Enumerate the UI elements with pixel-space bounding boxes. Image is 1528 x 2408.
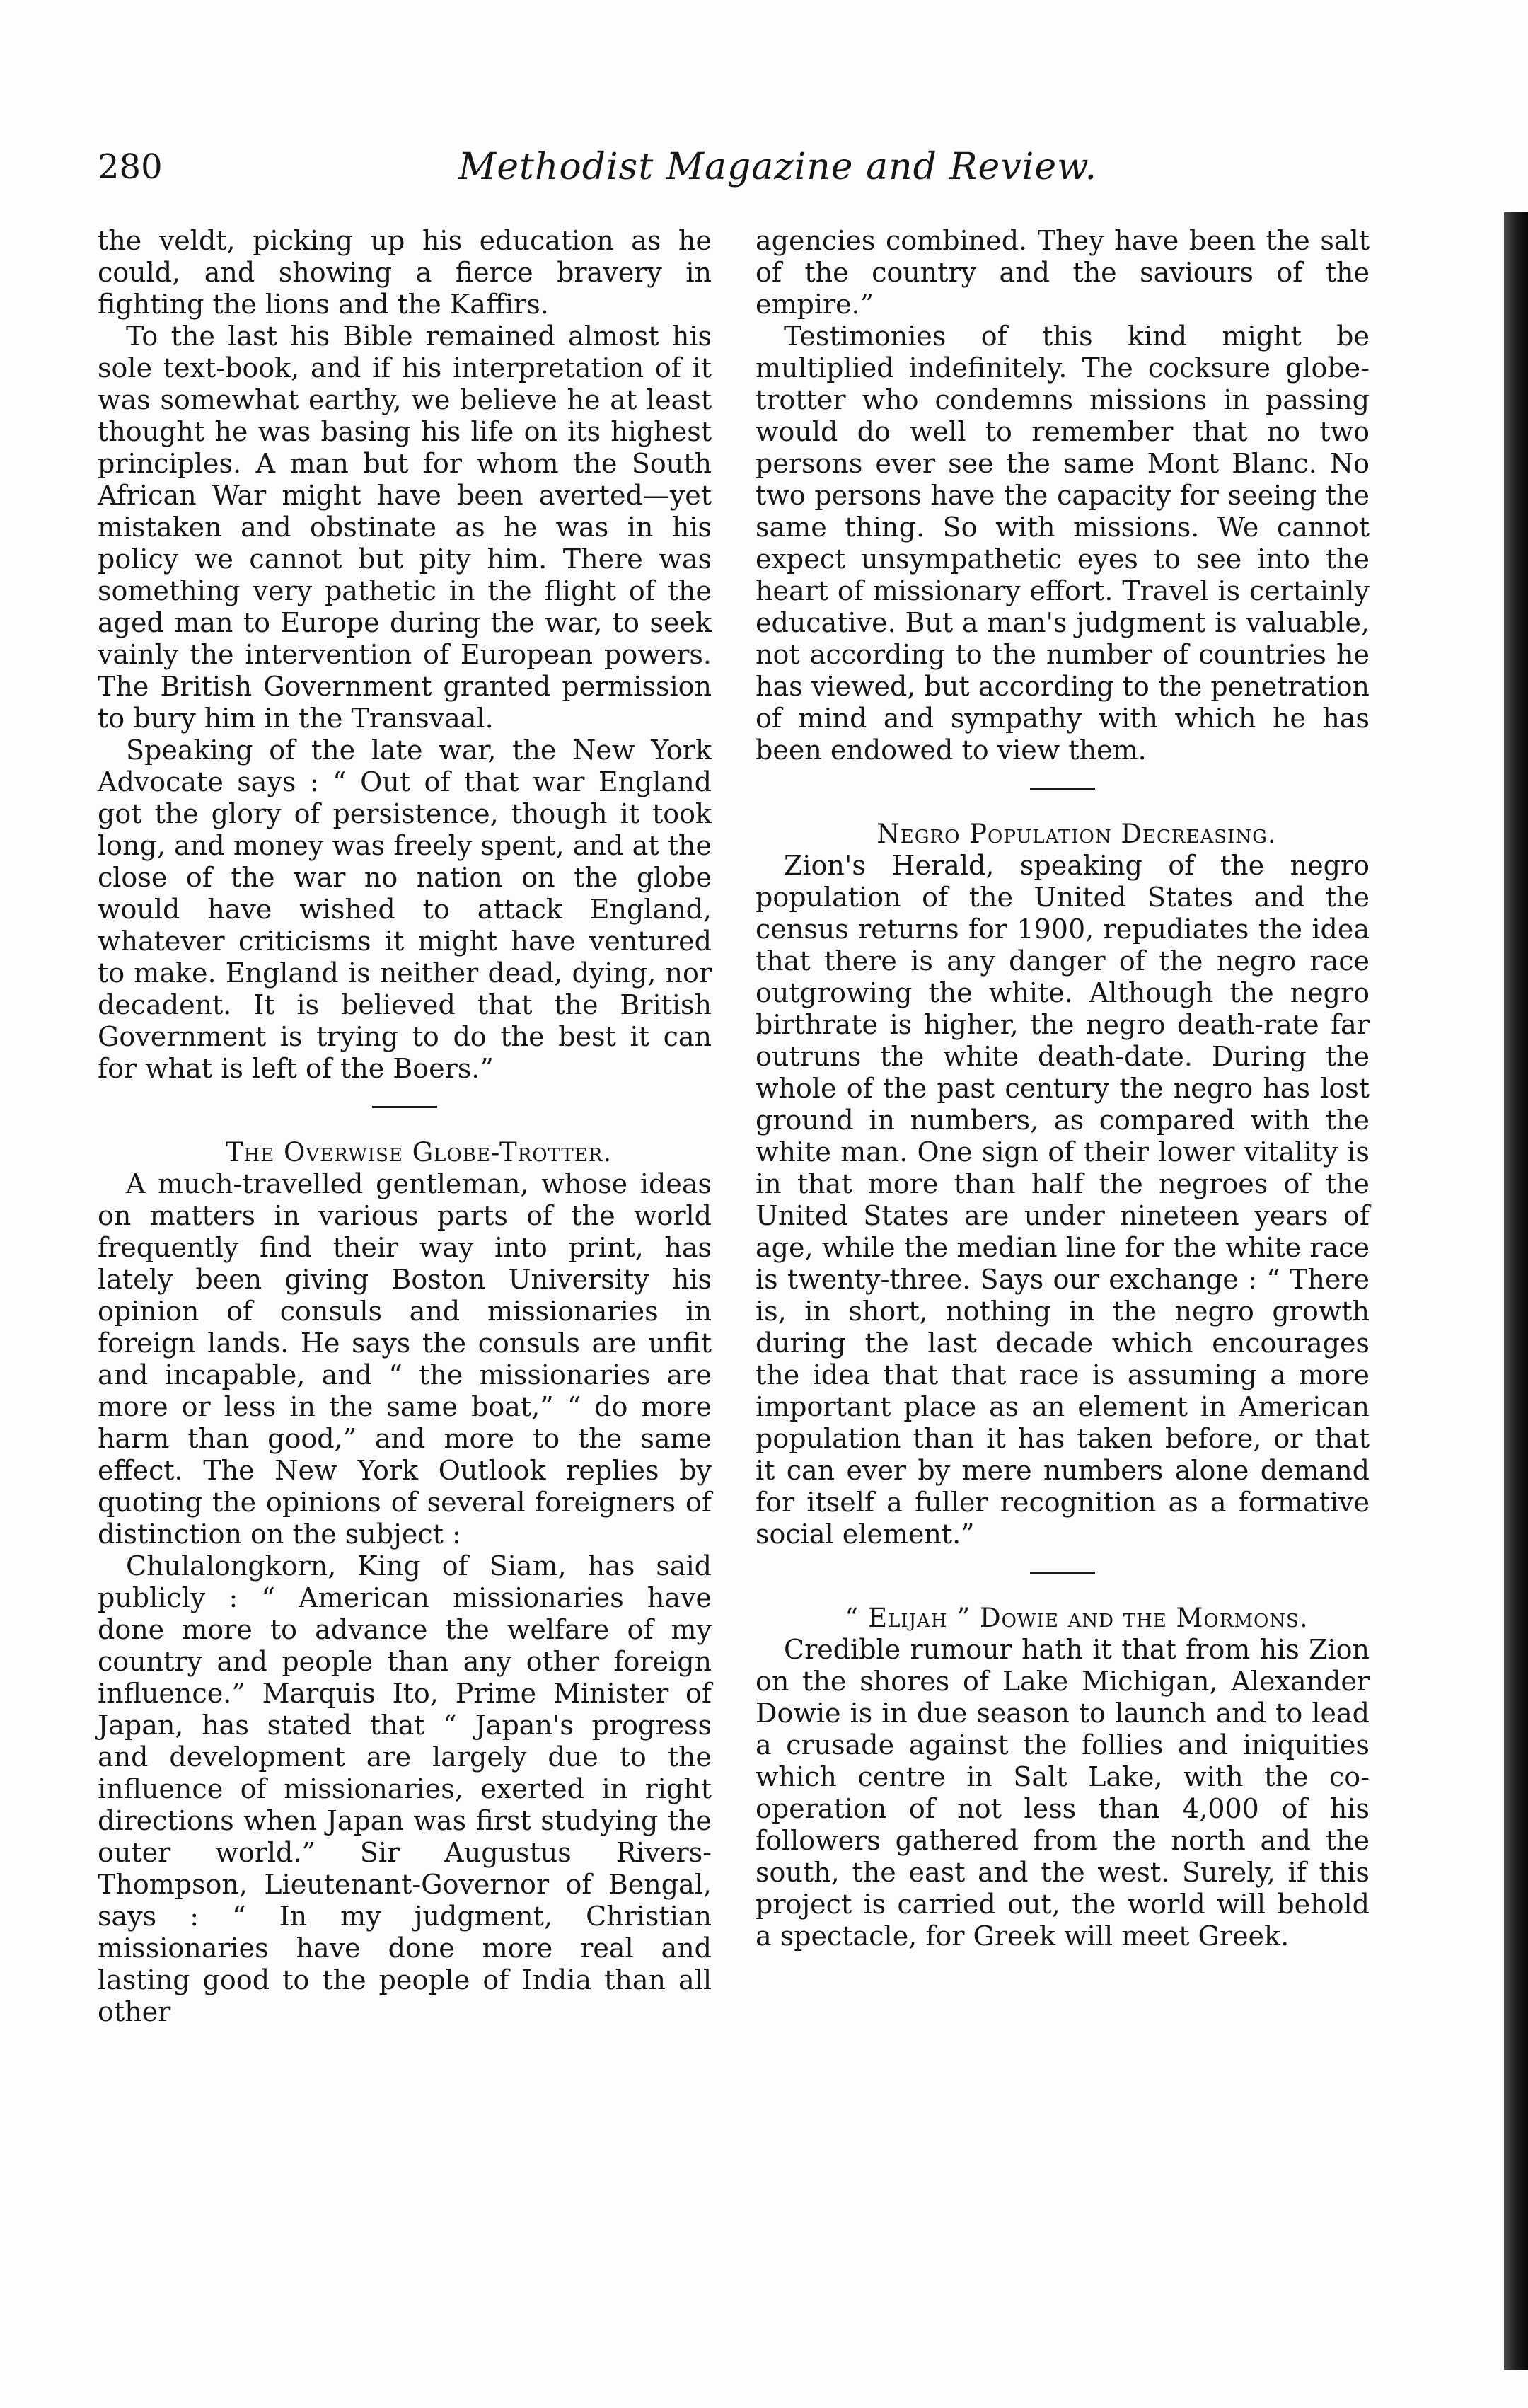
paragraph: the veldt, picking up his education as he could, and showing a fierce bravery in fighting the lions and the Kaffirs.	[98, 225, 712, 320]
page-header	[98, 139, 1385, 195]
right-column	[756, 225, 1370, 1952]
paragraph: Chulalongkorn, King of Siam, has said publicly : “ American missionaries have done more to advance the welfare of my country and people than any other foreign influence.” Marquis Ito, Prime Minister of Japan, has stated that “ Japan's progress and development are largely due to the influence of missionaries, exerted in right directions when Japan was first studying the outer world.” Sir Augustus Rivers-Thompson, Lieutenant-Governor of Bengal, says : “ In my judgment, Christian missionaries have done more real and lasting good to the people of India than all other	[98, 1550, 712, 2027]
section-heading: The Overwise Globe-Trotter.	[225, 1137, 613, 1168]
page-edge-shadow	[1504, 212, 1528, 2370]
paragraph: agencies combined. They have been the salt of the country and the saviours of the empire.”	[756, 225, 1370, 320]
paragraph: A much-travelled gentleman, whose ideas on matters in various parts of the world frequently find their way into print, has lately been giving Boston University his opinion of consuls and missionaries in foreign lands. He says the consuls are unfit and incapable, and “ the missionaries are more or less in the same boat,” “ do more harm than good,” and more to the same effect. The New York Outlook replies by quoting the opinions of several foreigners of distinction on the subject :	[98, 1168, 712, 1550]
page-number: 280	[98, 147, 163, 187]
paragraph: Zion's Herald, speaking of the negro population of the United States and the census returns for 1900, repudiates the idea that there is any danger of the negro race outgrowing the white. Although the negro birthrate is higher, the negro death-rate far outruns the white death-date. During the whole of the past century the negro has lost ground in numbers, as compared with the white man. One sign of their lower vitality is in that more than half the negroes of the United States are under nineteen years of age, while the median line for the white race is twenty-three. Says our exchange : “ There is, in short, nothing in the negro growth during the last decade which encourages the idea that that race is assuming a more important place as an element in American population than it has taken before, or that it can ever by mere numbers alone demand for itself a fuller recognition as a formative social element.”	[756, 850, 1370, 1550]
paragraph: Credible rumour hath it that from his Zion on the shores of Lake Michigan, Alexander Dowie is in due season to launch and to lead a crusade against the follies and iniquities which centre in Salt Lake, with the co-operation of not less than 4,000 of his followers gathered from the north and the south, the east and the west. Surely, if this project is carried out, the world will behold a spectacle, for Greek will meet Greek.	[756, 1634, 1370, 1952]
section-divider	[372, 1106, 437, 1108]
paragraph: To the last his Bible remained almost his sole text-book, and if his interpretation of it was somewhat earthy, we believe he at least thought he was basing his life on its highest principles. A man but for whom the South African War might have been averted—yet mistaken and obstinate as he was in his policy we cannot but pity him. There was something very pathetic in the flight of the aged man to Europe during the war, to seek vainly the intervention of European powers. The British Government granted permission to bury him in the Transvaal.	[98, 321, 712, 734]
paragraph: Testimonies of this kind might be multiplied indefinitely. The cocksure globe-trotter who condemns missions in passing would do well to remember that no two persons ever see the same Mont Blanc. No two persons have the capacity for seeing the same thing. So with missions. We cannot expect unsympathetic eyes to see into the heart of missionary effort. Travel is certainly educative. But a man's judgment is valuable, not according to the number of countries he has viewed, but according to the penetration of mind and sympathy with which he has been endowed to view them.	[756, 321, 1370, 766]
paragraph: Speaking of the late war, the New York Advocate says : “ Out of that war England got the glory of persistence, though it took long, and money was freely spent, and at the close of the war no nation on the globe would have wished to attack England, whatever criticisms it might have ventured to make. England is neither dead, dying, nor decadent. It is believed that the British Government is trying to do the best it can for what is left of the Boers.”	[98, 735, 712, 1084]
section-divider	[1030, 788, 1095, 790]
section-heading: “ Elijah ” Dowie and the Mormons.	[845, 1603, 1309, 1633]
section-heading: Negro Population Decreasing.	[876, 819, 1277, 849]
section-divider	[1030, 1572, 1095, 1574]
running-title: Methodist Magazine and Review.	[458, 146, 1097, 188]
left-column	[98, 225, 712, 2028]
